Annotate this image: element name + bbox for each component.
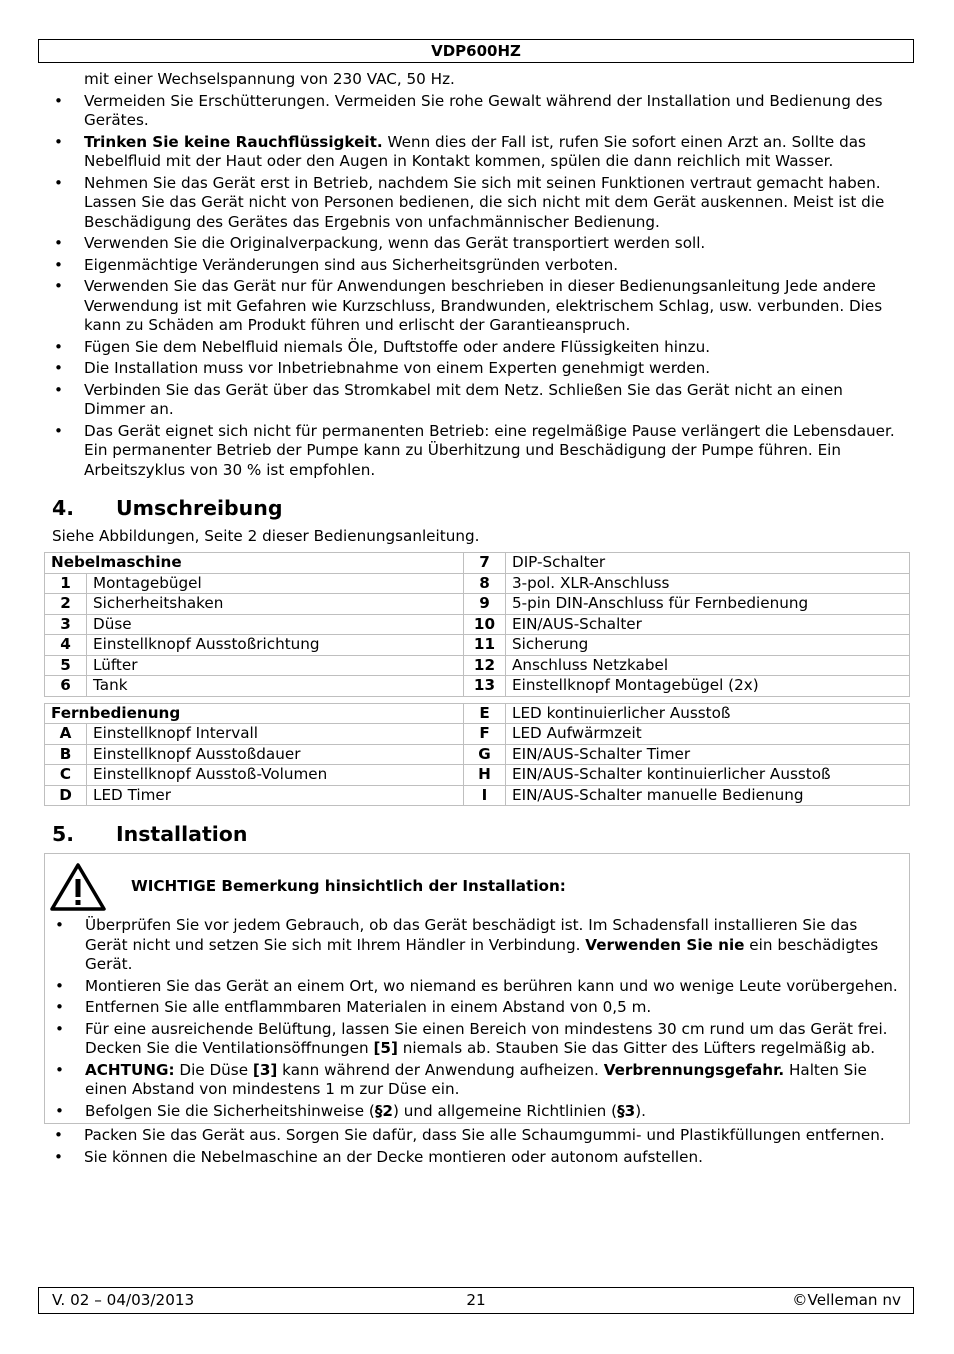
bullet-text: Die Düse (174, 1060, 253, 1079)
part-number: A (45, 724, 87, 745)
bullet-text: Die Installation muss vor Inbetriebnahme von einem Experten genehmigt werden. (84, 359, 711, 377)
section-title: Installation (116, 822, 248, 846)
section-number: 5. (52, 822, 75, 846)
table-row (45, 785, 910, 806)
bullet-text: Wenn dies der Fall ist, rufen Sie sofort einen Arzt an. Sollte das Nebelfluid mit der Haut oder den Augen in Kontakt kommen, spülen die dann reichlich mit Wasser. (84, 132, 866, 170)
bullet-item (52, 92, 904, 131)
part-number: 5 (45, 655, 87, 676)
table-row (45, 724, 910, 745)
table-heading: Fernbedienung (45, 703, 464, 724)
part-number: I (464, 785, 506, 806)
part-number: E (464, 703, 506, 724)
part-number: F (464, 724, 506, 745)
bullet-item (52, 277, 904, 336)
part-label: EIN/AUS-Schalter kontinuierlicher Ausstoß (506, 765, 910, 786)
part-label: Einstellknopf Ausstoßrichtung (87, 635, 464, 656)
part-number: H (464, 765, 506, 786)
bullet-bold-text: [5] (373, 1039, 398, 1057)
table-row (45, 744, 910, 765)
page-content (52, 70, 904, 1167)
part-number: 10 (464, 614, 506, 635)
bullet-text: ) und allgemeine Richtlinien ( (392, 1101, 618, 1120)
part-number: 1 (45, 573, 87, 594)
bullet-bold-text: Verwenden Sie nie (585, 935, 745, 954)
page-footer (38, 1287, 914, 1314)
footer-page-number: 21 (466, 1291, 486, 1309)
bullet-bold-text: §2 (374, 1101, 393, 1120)
table-row (45, 594, 910, 615)
bullet-text: Fügen Sie dem Nebelfluid niemals Öle, Duftstoffe oder andere Flüssigkeiten hinzu. (84, 337, 711, 356)
part-number: 13 (464, 676, 506, 697)
bullet-bold-text: [3] (252, 1060, 278, 1079)
table-row (45, 655, 910, 676)
table-row (45, 614, 910, 635)
part-label: Lüfter (87, 655, 464, 676)
bullet-item (52, 422, 904, 481)
bullet-item (52, 381, 904, 420)
part-label: Düse (87, 614, 464, 635)
part-label: DIP-Schalter (506, 553, 910, 574)
table-row (45, 635, 910, 656)
bullet-text: Halten Sie einen Abstand von mindestens 1 m zur Düse ein. (85, 1060, 867, 1098)
part-label: Einstellknopf Intervall (87, 724, 464, 745)
bullet-text: Vermeiden Sie Erschütterungen. Vermeiden Sie rohe Gewalt während der Installation und Bedienung des Gerätes. (84, 91, 883, 129)
part-label: LED kontinuierlicher Ausstoß (506, 703, 910, 724)
section-heading-description (52, 495, 904, 521)
bullet-text: Montieren Sie das Gerät an einem Ort, wo niemand es berühren kann und wo wenige Leute vorübergehen. (85, 976, 898, 995)
remote-control-parts-table (44, 703, 910, 807)
part-label: Einstellknopf Ausstoßdauer (87, 744, 464, 765)
part-number: 3 (45, 614, 87, 635)
page-header (38, 39, 914, 63)
part-number: B (45, 744, 87, 765)
bullet-item: • Sie können die Nebelmaschine an der Decke montieren oder autonom aufstellen. (52, 1148, 904, 1168)
footer-version: V. 02 – 04/03/2013 (52, 1291, 195, 1309)
bullet-text: niemals ab. Stauben Sie das Gitter des Lüfters regelmäßig ab. (397, 1039, 876, 1057)
bullet-item (52, 256, 904, 276)
part-number: 2 (45, 594, 87, 615)
part-label: Einstellknopf Ausstoß-Volumen (87, 765, 464, 786)
bullet-item (52, 174, 904, 233)
part-label: EIN/AUS-Schalter (506, 614, 910, 635)
bullet-item (52, 338, 904, 358)
part-label: 5-pin DIN-Anschluss für Fernbedienung (506, 594, 910, 615)
section-number: 4. (52, 496, 75, 520)
bullet-item (52, 359, 904, 379)
bullet-text: Befolgen Sie die Sicherheitshinweise ( (85, 1101, 375, 1120)
bullet-text: Verwenden Sie das Gerät nur für Anwendungen beschrieben in dieser Bedienungsanleitung Jede andere Verwendung ist mit Gefahren wie Kurzschluss, Brandwunden, elektrischem Schlag, usw. verbunden. Dies kann zu Schäden am Produkt führen und erlischt der Garantieanspruch. (84, 277, 883, 334)
safety-bullet-list (52, 92, 904, 481)
part-label: EIN/AUS-Schalter Timer (506, 744, 910, 765)
part-number: 4 (45, 635, 87, 656)
bullet-bold-text: §3 (617, 1101, 636, 1120)
bullet-text: Nehmen Sie das Gerät erst in Betrieb, nachdem Sie sich mit seinen Funktionen vertraut gemacht haben. Lassen Sie das Gerät nicht von Personen bedienen, die sich nicht mit dem Gerät auskennen. Meist ist die Beschädigung des Gerätes das Ergebnis von unfachmännischer Bedienung. (84, 173, 885, 231)
part-label: Sicherung (506, 635, 910, 656)
part-number: G (464, 744, 506, 765)
bullet-text: Verbinden Sie das Gerät über das Stromkabel mit dem Netz. Schließen Sie das Gerät nicht an einen Dimmer an. (84, 380, 843, 418)
table-row (45, 573, 910, 594)
part-number: C (45, 765, 87, 786)
part-label: 3-pol. XLR-Anschluss (506, 573, 910, 594)
table-row (45, 765, 910, 786)
part-label: Montagebügel (87, 573, 464, 594)
warning-title: WICHTIGE Bemerkung hinsichtlich der Installation: (131, 877, 566, 895)
table-row (45, 676, 910, 697)
bullet-bold-text: ACHTUNG: (85, 1060, 175, 1079)
installation-bullet-list (52, 1126, 904, 1167)
bullet-text: Überprüfen Sie vor jedem Gebrauch, ob das Gerät beschädigt ist. Im Schadensfall installieren Sie das Gerät nicht und setzen Sie sich mit Ihrem Händler in Verbindung. (85, 916, 858, 954)
table-row (45, 553, 910, 574)
warning-header (45, 860, 903, 914)
installation-warning-box (44, 853, 910, 1124)
part-number: D (45, 785, 87, 806)
bullet-text: Für eine ausreichende Belüftung, lassen Sie einen Bereich von mindestens 30 cm rund um das Gerät frei. Decken Sie die Ventilationsöffnungen (85, 1019, 888, 1057)
bullet-item (52, 234, 904, 254)
part-number: 11 (464, 635, 506, 656)
footer-copyright: ©Velleman nv (792, 1291, 901, 1309)
bullet-text: Verwenden Sie die Originalverpackung, wenn das Gerät transportiert werden soll. (84, 234, 706, 252)
bullet-text: ein beschädigtes Gerät. (85, 935, 879, 973)
table-row (45, 703, 910, 724)
bullet-text: kann während der Anwendung aufheizen. (277, 1060, 604, 1079)
warning-bullet-item (45, 1020, 903, 1059)
warning-bullet-item (45, 1061, 903, 1100)
part-number: 8 (464, 573, 506, 594)
warning-bullet-item (45, 1102, 903, 1122)
part-label: Einstellknopf Montagebügel (2x) (506, 676, 910, 697)
bullet-text: Entfernen Sie alle entflammbaren Materialen in einem Abstand von 0,5 m. (85, 998, 652, 1016)
bullet-text: Das Gerät eignet sich nicht für permanenten Betrieb: eine regelmäßige Pause verlängert die Lebensdauer. Ein permanenter Betrieb der Pumpe kann zu Überhitzung und Beschädigung der Pumpe führen. Ein Arbeitszyklus von 30 % ist empfohlen. (84, 421, 895, 479)
table-heading: Nebelmaschine (45, 553, 464, 574)
section-title: Umschreibung (116, 496, 283, 520)
part-label: Tank (87, 676, 464, 697)
part-number: 7 (464, 553, 506, 574)
bullet-text: ). (635, 1101, 646, 1120)
part-number: 9 (464, 594, 506, 615)
bullet-text: Eigenmächtige Veränderungen sind aus Sicherheitsgründen verboten. (84, 255, 619, 274)
part-label: EIN/AUS-Schalter manuelle Bedienung (506, 785, 910, 806)
warning-triangle-icon (49, 862, 107, 912)
warning-bullet-item (45, 916, 903, 975)
bullet-bold-text: Trinken Sie keine Rauchflüssigkeit. (84, 132, 383, 151)
continued-text: mit einer Wechselspannung von 230 VAC, 50 Hz. (84, 70, 455, 88)
fog-machine-parts-table (44, 552, 910, 697)
part-label: LED Timer (87, 785, 464, 806)
part-label: Sicherheitshaken (87, 594, 464, 615)
bullet-item (52, 133, 904, 172)
warning-bullet-item (45, 977, 903, 997)
model-title: VDP600HZ (431, 42, 521, 60)
warning-bullet-list (45, 916, 903, 1121)
bullet-item: • Packen Sie das Gerät aus. Sorgen Sie dafür, dass Sie alle Schaumgummi- und Plastikfüllungen entfernen. (52, 1126, 904, 1146)
part-label: LED Aufwärmzeit (506, 724, 910, 745)
warning-bullet-item (45, 998, 903, 1018)
bullet-bold-text: Verbrennungsgefahr. (603, 1060, 785, 1079)
part-number: 6 (45, 676, 87, 697)
part-number: 12 (464, 655, 506, 676)
part-label: Anschluss Netzkabel (506, 655, 910, 676)
section-intro: Siehe Abbildungen, Seite 2 dieser Bedienungsanleitung. (52, 527, 480, 545)
section-heading-installation (52, 821, 904, 847)
